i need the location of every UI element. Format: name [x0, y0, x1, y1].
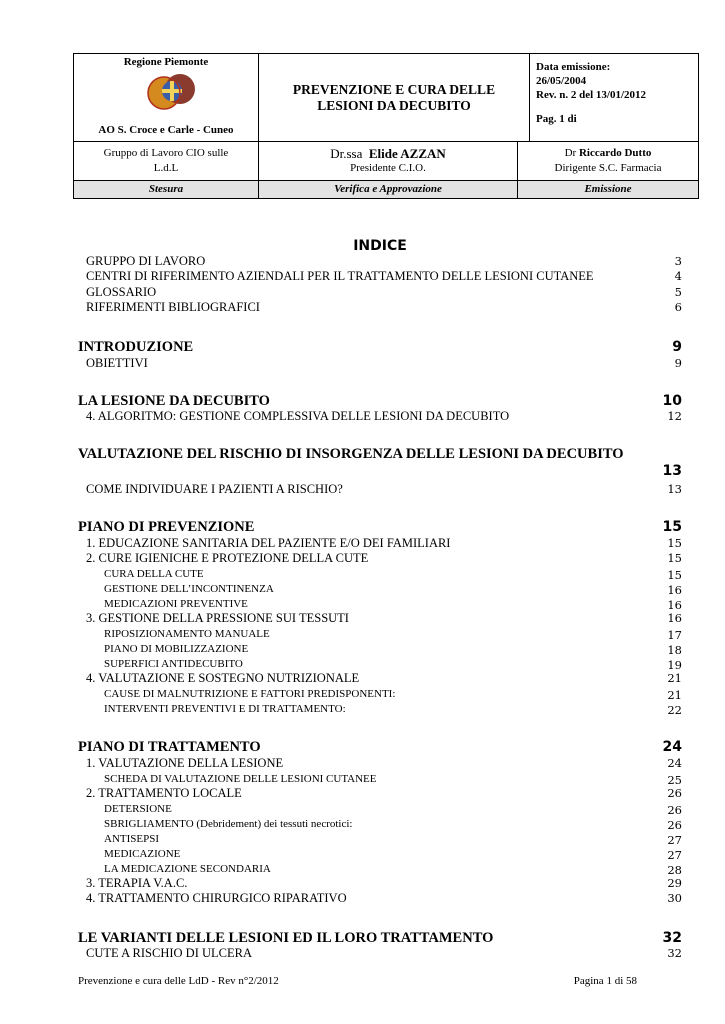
toc-entry-text: 3. TERAPIA V.A.C.: [86, 876, 188, 890]
verifier-title: Dr.ssa: [330, 146, 363, 161]
toc-subentry-page: 22: [667, 703, 682, 717]
toc-entry-text: 1. VALUTAZIONE DELLA LESIONE: [86, 756, 284, 770]
issue-date: 26/05/2004: [536, 75, 587, 87]
toc-entry-page: 30: [667, 891, 682, 905]
issuer-role: Dirigente S.C. Farmacia: [554, 162, 662, 174]
toc-section-text: INTRODUZIONE: [78, 339, 194, 355]
toc-entry-page: 21: [667, 671, 682, 685]
page-count: Pag. 1 di: [536, 113, 577, 125]
verifier-role: Presidente C.I.O.: [350, 162, 426, 174]
toc-entry-text: 3. GESTIONE DELLA PRESSIONE SUI TESSUTI: [86, 611, 349, 625]
toc-subentry-page: 27: [667, 833, 682, 847]
label-emissione: Emissione: [584, 183, 632, 195]
toc-section-text: LA LESIONE DA DECUBITO: [78, 393, 270, 409]
toc-section-page: 24: [662, 739, 682, 755]
toc-subentry-text: LA MEDICAZIONE SECONDARIA: [104, 863, 271, 875]
label-stesura: Stesura: [74, 181, 259, 198]
toc-subentry-text: RIPOSIZIONAMENTO MANUALE: [104, 628, 270, 640]
toc-entry-text: CENTRI DI RIFERIMENTO AZIENDALI PER IL TRATTAMENTO DELLE LESIONI CUTANEE: [86, 269, 594, 283]
toc-entry-text: 2. CURE IGIENICHE E PROTEZIONE DELLA CUTE: [86, 551, 369, 565]
footer-page-number: Pagina 1 di 58: [573, 975, 637, 987]
toc-subentry-page: 25: [667, 773, 682, 787]
toc-subentry-text: SCHEDA DI VALUTAZIONE DELLE LESIONI CUTANEE: [104, 773, 377, 785]
toc-subentry-text: CURA DELLA CUTE: [104, 568, 204, 580]
toc-entry-text: 1. EDUCAZIONE SANITARIA DEL PAZIENTE E/O DEI FAMILIARI: [86, 536, 451, 550]
document-title: PREVENZIONE E CURA DELLE LESIONI DA DECUBITO: [259, 54, 530, 141]
toc-entry-text: CUTE A RISCHIO DI ULCERA: [86, 946, 252, 960]
label-verifica: Verifica e Approvazione: [259, 181, 518, 198]
hospital-name: AO S. Croce e Carle - Cuneo: [98, 124, 234, 136]
toc-entry-page: 13: [667, 482, 682, 496]
toc-entry-text: RIFERIMENTI BIBLIOGRAFICI: [86, 300, 260, 314]
toc-section-page: 9: [672, 339, 682, 355]
toc-entry-text: 2. TRATTAMENTO LOCALE: [86, 786, 242, 800]
toc-entry-page: 32: [667, 946, 682, 960]
toc-subentry-text: INTERVENTI PREVENTIVI E DI TRATTAMENTO:: [104, 703, 346, 715]
toc-section-text: LE VARIANTI DELLE LESIONI ED IL LORO TRATTAMENTO: [78, 930, 494, 946]
toc-entry-page: 24: [667, 756, 682, 770]
toc-entry-text: 4. TRATTAMENTO CHIRURGICO RIPARATIVO: [86, 891, 347, 905]
toc-subentry-text: PIANO DI MOBILIZZAZIONE: [104, 643, 249, 655]
toc-section-page: 15: [662, 519, 682, 535]
toc-entry-page: 6: [674, 300, 682, 314]
toc-subentry-page: 15: [667, 568, 682, 582]
verifier-name: Elide AZZAN: [368, 146, 446, 161]
toc-section-text: PIANO DI TRATTAMENTO: [78, 739, 261, 755]
work-group-text: Gruppo di Lavoro CIO sulle L.d.L: [103, 147, 229, 174]
table-of-contents: [78, 0, 682, 1024]
toc-entry-text: COME INDIVIDUARE I PAZIENTI A RISCHIO?: [86, 482, 343, 496]
issuer-title: Dr: [564, 147, 577, 159]
toc-subentry-page: 27: [667, 848, 682, 862]
toc-section-text: PIANO DI PREVENZIONE: [78, 519, 255, 535]
toc-subentry-text: SBRIGLIAMENTO (Debridement) dei tessuti necrotici:: [104, 818, 353, 830]
toc-entry-page: 5: [674, 285, 682, 299]
toc-subentry-page: 26: [667, 803, 682, 817]
toc-entry-text: 4. ALGORITMO: GESTIONE COMPLESSIVA DELLE LESIONI DA DECUBITO: [86, 409, 510, 423]
toc-entry-page: 16: [667, 611, 682, 625]
toc-subentry-page: 18: [667, 643, 682, 657]
toc-entry-page: 3: [674, 254, 682, 268]
toc-section-page: 32: [662, 930, 682, 946]
toc-subentry-page: 17: [667, 628, 682, 642]
toc-entry-page: 4: [674, 269, 682, 283]
toc-subentry-page: 21: [667, 688, 682, 702]
toc-entry-text: OBIETTIVI: [86, 356, 148, 370]
index-title: INDICE: [353, 238, 407, 254]
toc-subentry-text: MEDICAZIONI PREVENTIVE: [104, 598, 248, 610]
toc-section-page: 13: [662, 463, 682, 479]
toc-entry-page: 29: [667, 876, 682, 890]
toc-entry-page: 26: [667, 786, 682, 800]
toc-entry-page: 9: [674, 356, 682, 370]
toc-subentry-text: GESTIONE DELL’INCONTINENZA: [104, 583, 274, 595]
toc-subentry-page: 16: [667, 583, 682, 597]
toc-entry-text: GLOSSARIO: [86, 285, 157, 299]
toc-section-text: VALUTAZIONE DEL RISCHIO DI INSORGENZA DELLE LESIONI DA DECUBITO: [78, 446, 624, 462]
toc-subentry-text: CAUSE DI MALNUTRIZIONE E FATTORI PREDISPONENTI:: [104, 688, 396, 700]
toc-subentry-text: DETERSIONE: [104, 803, 172, 815]
revision: Rev. n. 2 del 13/01/2012: [536, 89, 647, 101]
toc-section-page: 10: [662, 393, 682, 409]
region-name: Regione Piemonte: [123, 56, 209, 68]
toc-entry-page: 12: [667, 409, 682, 423]
toc-entry-text: 4. VALUTAZIONE E SOSTEGNO NUTRIZIONALE: [86, 671, 360, 685]
footer-doc-ref: Prevenzione e cura delle LdD - Rev n°2/2012: [78, 975, 279, 987]
issue-date-label: Data emissione:: [536, 61, 611, 73]
toc-entry-page: 15: [667, 551, 682, 565]
toc-subentry-text: SUPERFICI ANTIDECUBITO: [104, 658, 243, 670]
toc-subentry-text: ANTISEPSI: [104, 833, 160, 845]
toc-entry-page: 15: [667, 536, 682, 550]
toc-subentry-page: 19: [667, 658, 682, 672]
toc-entry-text: GRUPPO DI LAVORO: [86, 254, 206, 268]
toc-subentry-page: 28: [667, 863, 682, 877]
issuer-name: Riccardo Dutto: [578, 147, 652, 159]
toc-subentry-text: MEDICAZIONE: [104, 848, 181, 860]
toc-subentry-page: 16: [667, 598, 682, 612]
toc-subentry-page: 26: [667, 818, 682, 832]
